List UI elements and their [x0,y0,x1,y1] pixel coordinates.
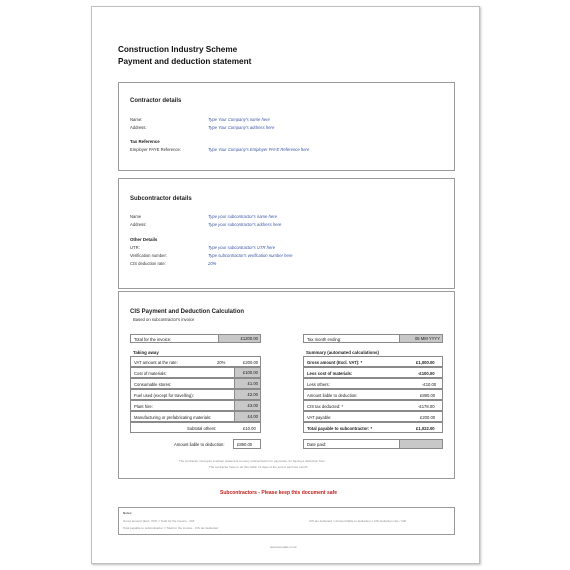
contractor-name-field[interactable]: Type Your Company's name here [208,117,270,122]
total-invoice-field[interactable]: £1200.00 [218,335,260,342]
date-paid-field[interactable] [399,440,442,448]
plant-hire-label: Plant hire: [134,404,153,409]
cis-tax-row [303,400,443,411]
consumables-row [130,378,261,389]
contractor-address-field[interactable]: Type Your Company's address here [208,125,275,130]
liable-value: £890.00 [237,442,253,447]
summary-liable-value: £890.00 [420,393,436,398]
vat-amount-value: £200.00 [243,360,259,365]
subcontractor-address-field[interactable]: Type your subcontractor's address here [208,222,282,227]
cis-tax-value: -£178.00 [418,404,435,409]
vat-payable-label: VAT payable: [307,415,332,420]
total-payable-row [303,422,443,433]
taking-away-heading: Taking away [133,350,159,355]
gross-value: £1,000.00 [416,360,435,365]
vat-label: VAT amount at the rate: [134,360,178,365]
materials-field[interactable]: £100.00 [234,368,260,377]
gross-row [303,356,443,367]
total-payable-value: £1,022.00 [416,426,435,431]
less-materials-row [303,367,443,378]
less-others-row [303,378,443,389]
paye-reference-label: Employer PAYE Reference: [130,147,182,152]
utr-label: UTR: [130,245,140,250]
vat-row [130,356,261,367]
total-invoice-row [130,334,261,343]
date-paid-label: Date paid: [307,442,327,447]
less-materials-value: -£100.00 [418,371,435,376]
manufacturing-row [130,411,261,422]
statement-notice-line2: The contractor have to do this within 14 days of the end of each tax month. [209,465,309,469]
plant-hire-row [130,400,261,411]
less-others-value: -£10.00 [422,382,437,387]
vat-payable-value: £200.00 [420,415,436,420]
summary-heading: Summary (automated calculations) [306,350,379,355]
calculation-section-title: CIS Payment and Deduction Calculation [130,309,245,315]
consumables-field[interactable]: £1.00 [234,379,260,388]
notes-section [118,507,455,535]
document-subtitle: Payment and deduction statement [118,57,252,66]
manufacturing-label: Manufacturing or prefabricating materials: [134,415,212,420]
gross-label: Gross amount (Excl. VAT): * [307,360,363,365]
summary-liable-label: Amount liable to deduction: [307,393,358,398]
tax-reference-heading: Tax Reference [130,139,160,144]
contractor-name-label: Name: [130,117,143,122]
total-payable-label: Total payable to subcontractor: * [307,426,373,431]
note-gross-formula: Gross amount (Excl. VAT) = Total for the invoice - VAT [123,519,195,523]
date-paid-row [303,439,443,449]
deduction-rate-label: CIS deduction rate: [130,261,166,266]
calculation-subtitle: Based on subcontractor's invoice [133,317,195,322]
subcontractor-address-label: Address: [130,222,147,227]
liable-box [233,439,261,449]
less-materials-label: Less cost of materials: [307,371,353,376]
cis-tax-label: CIS tax deducted: * [307,404,344,409]
vat-payable-row [303,411,443,422]
subcontractor-details-section [118,178,455,289]
fuel-label: Fuel used (except for travelling): [134,393,194,398]
note-total-formula: Total payable to subcontractor = Total for the invoice - CIS tax deducted [123,526,218,530]
fuel-row [130,389,261,400]
manufacturing-field[interactable]: £4.00 [234,412,260,421]
subcontractor-name-field[interactable]: Type your subcontractor's name here [208,214,277,219]
less-others-label: Less others: [307,382,330,387]
paye-reference-field[interactable]: Type Your Company's Employer PAYE Reference here [208,147,310,152]
note-cis-formula: CIS tax deducted = Amount liable to deduction x CIS deduction rate / 100 [309,519,407,523]
subcontractor-section-title: Subcontractor details [130,196,192,202]
subtotal-label: Subtotal others: [187,426,217,431]
document-page [91,6,480,564]
total-invoice-label: Total for the invoice: [134,337,172,342]
document-title: Construction Industry Scheme [118,45,238,54]
statement-notice-line1: The contractor must give a written statement to every subcontractor for payments, for having a deduction from. [179,459,326,463]
tax-month-field[interactable]: 05 MM YYYY [399,335,442,342]
site-footer: www.template.co.uk [270,545,297,549]
subcontractor-name-label: Name [130,214,142,219]
keep-safe-warning: Subcontractors - Please keep this document safe [220,490,337,496]
materials-row [130,367,261,378]
contractor-section-title: Contractor details [130,98,182,104]
utr-field[interactable]: Type your subcontractor's UTR here [208,245,276,250]
subtotal-row [130,422,261,433]
other-details-heading: Other Details [130,237,158,242]
tax-month-label: Tax month ending: [307,337,342,342]
deduction-rate-field[interactable]: 20% [208,261,217,266]
verification-label: Verification number: [130,253,168,258]
summary-liable-row [303,389,443,400]
subtotal-value: £10.00 [243,426,256,431]
contractor-address-label: Address: [130,125,147,130]
notes-heading: Notes: [123,511,133,515]
contractor-details-section [118,82,455,171]
tax-month-row [303,334,443,343]
plant-hire-field[interactable]: £3.00 [234,401,260,410]
verification-field[interactable]: Type subcontractor's verification number here [208,253,293,258]
cis-calculation-section [118,291,455,479]
vat-rate-field[interactable]: 20% [217,360,226,365]
liable-label: Amount liable to deduction: [174,442,225,447]
fuel-field[interactable]: £2.00 [234,390,260,399]
materials-label: Cost of materials: [134,371,167,376]
consumables-label: Consumable stores: [134,382,172,387]
